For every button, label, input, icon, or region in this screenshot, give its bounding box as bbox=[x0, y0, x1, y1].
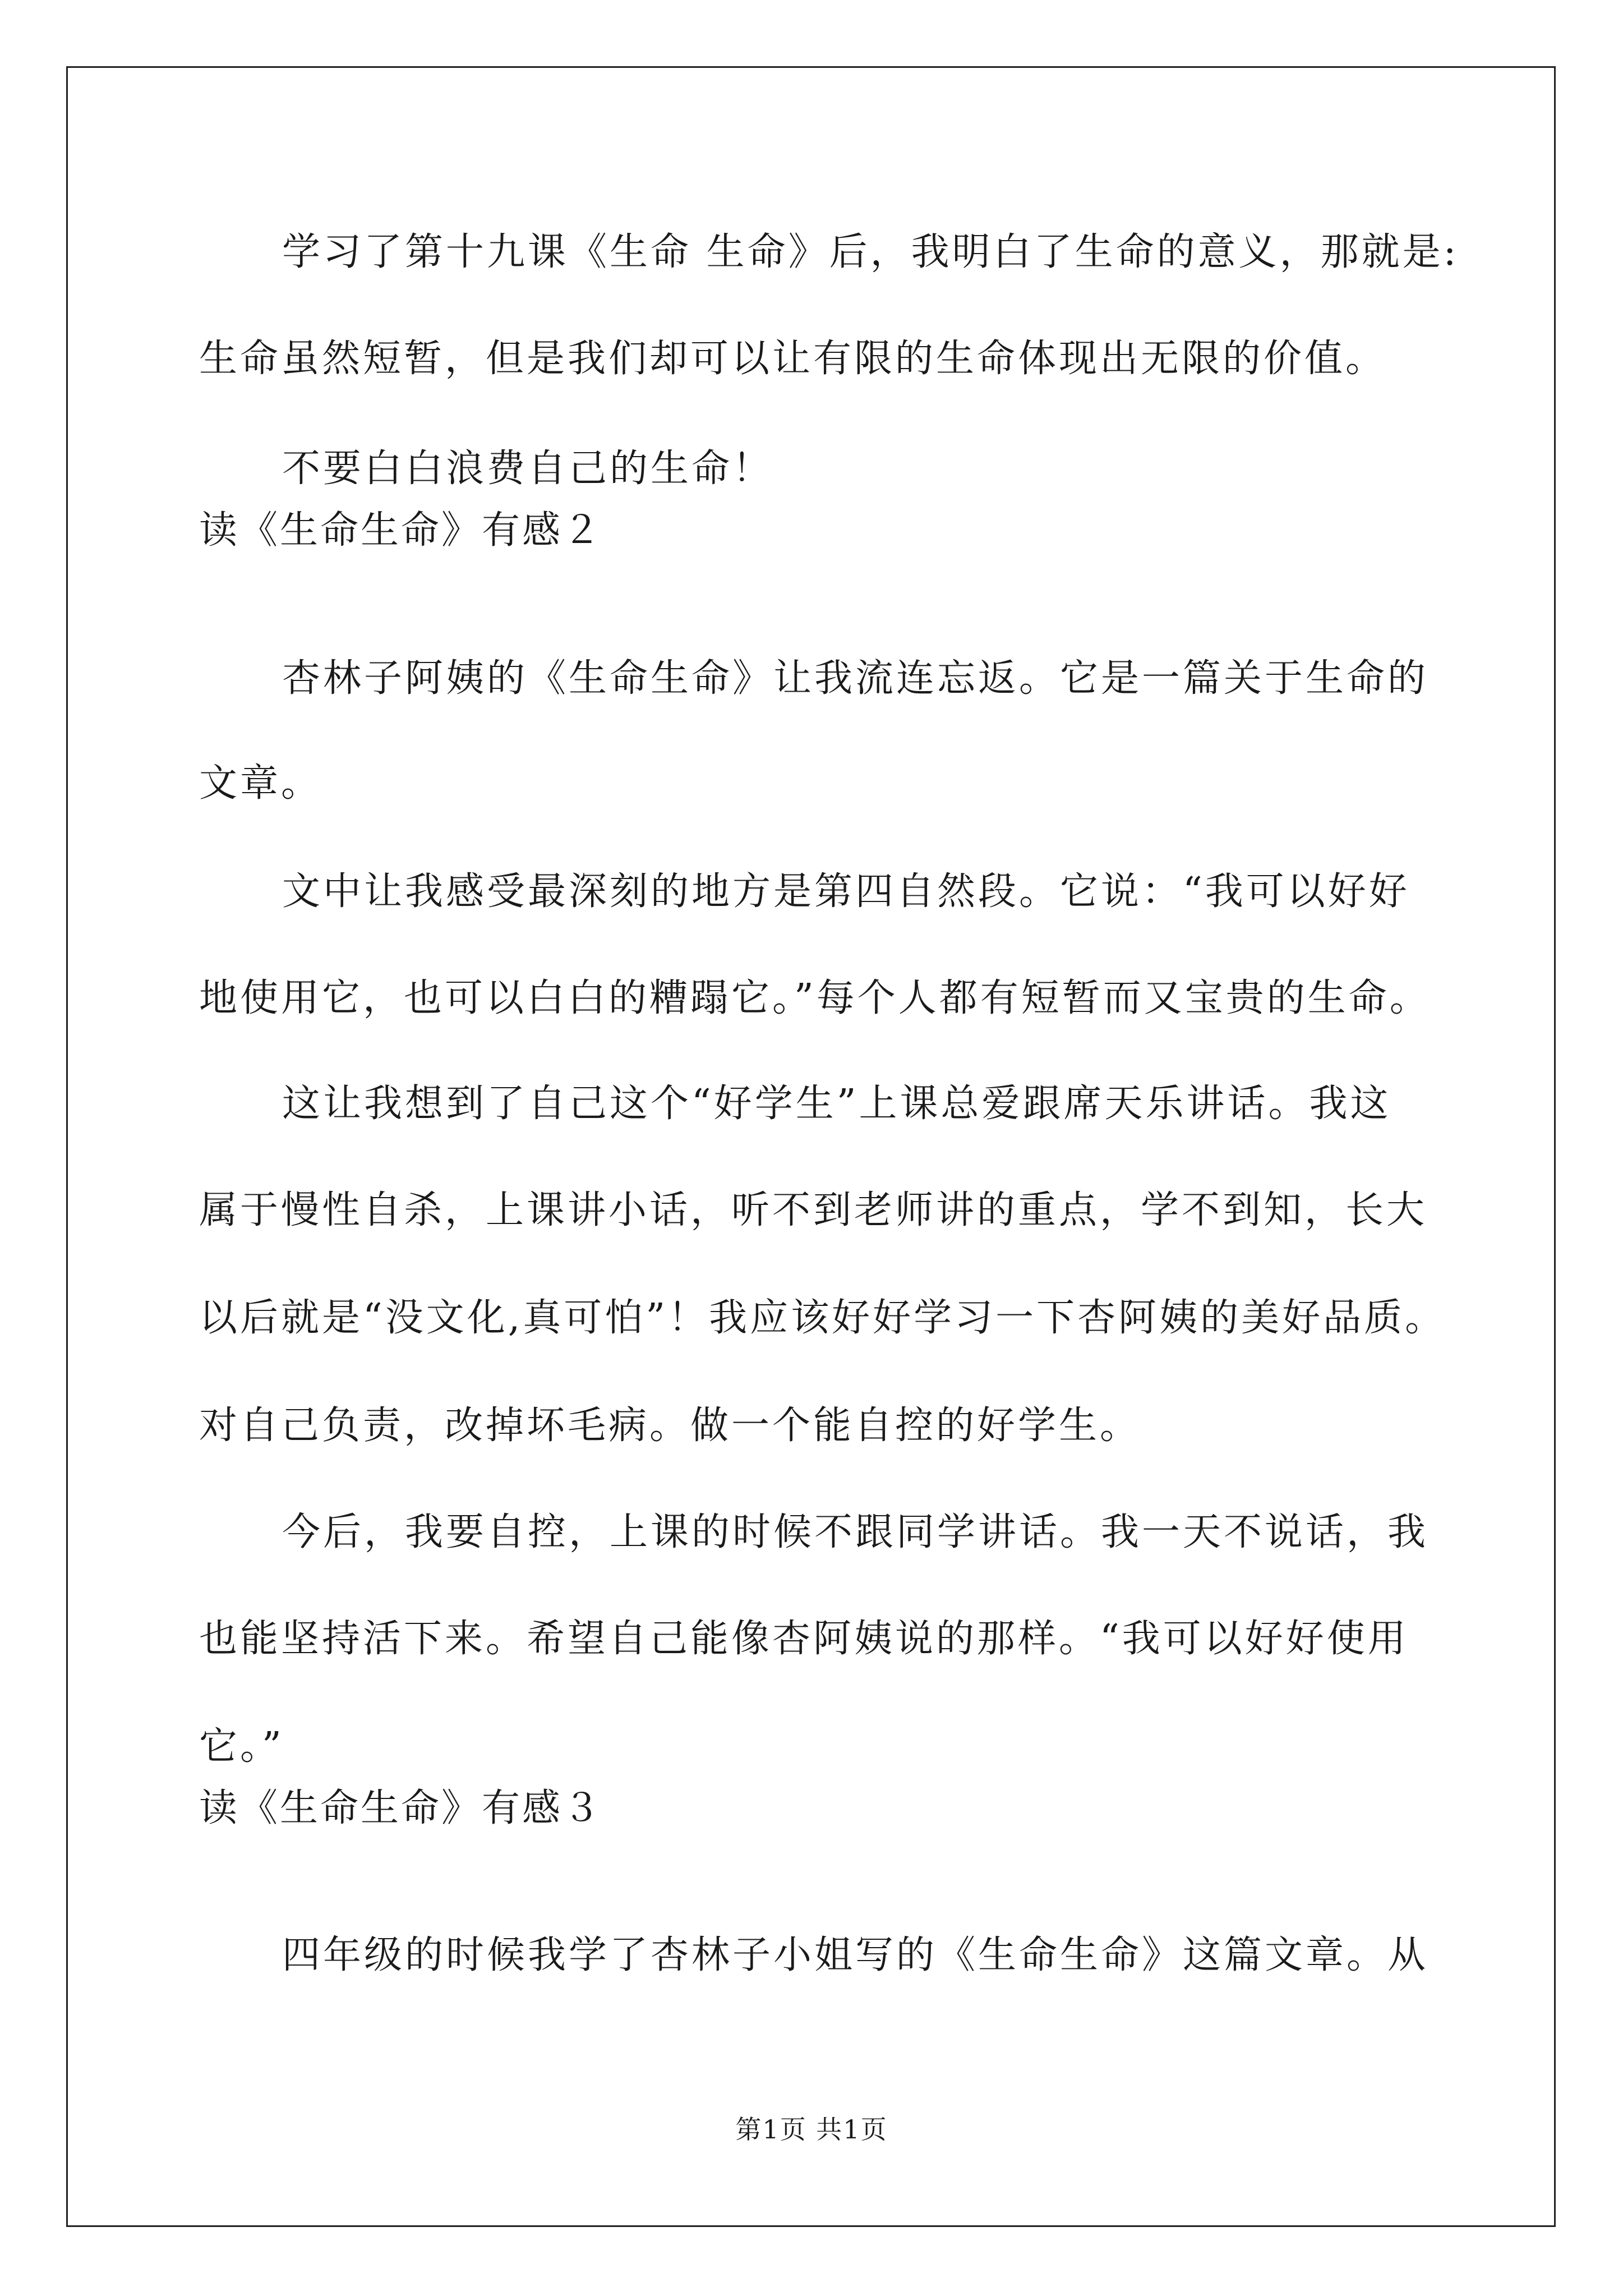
section-heading: 读《生命生命》有感２ bbox=[199, 508, 603, 553]
paragraph-line: 属于慢性自杀，上课讲小话，听不到老师讲的重点，学不到知，长大 bbox=[199, 1188, 1428, 1232]
paragraph-line: 生命虽然短暂，但是我们却可以让有限的生命体现出无限的价值。 bbox=[199, 337, 1387, 381]
paragraph-line: 以后就是“没文化,真可怕”！我应该好好学习一下杏阿姨的美好品质。 bbox=[199, 1296, 1446, 1340]
paragraph-line: 地使用它，也可以白白的糟蹋它。”每个人都有短暂而又宝贵的生命。 bbox=[199, 976, 1431, 1020]
paragraph-line: 杏林子阿姨的《生命生命》让我流连忘返。它是一篇关于生命的 bbox=[282, 656, 1429, 701]
page-border bbox=[66, 66, 1556, 2227]
paragraph-line: 也能坚持活下来。希望自己能像杏阿姨说的那样。“我可以好好使用 bbox=[199, 1617, 1409, 1661]
paragraph-line: 对自己负责，改掉坏毛病。做一个能自控的好学生。 bbox=[199, 1404, 1141, 1448]
section-heading: 读《生命生命》有感３ bbox=[199, 1786, 603, 1830]
paragraph-line: 文中让我感受最深刻的地方是第四自然段。它说：“我可以好好 bbox=[282, 869, 1410, 914]
paragraph-line: 不要白白浪费自己的生命！ bbox=[282, 447, 774, 491]
paragraph-line: 它。” bbox=[199, 1724, 284, 1769]
paragraph-line: 学习了第十九课《生命 生命》后，我明白了生命的意义，那就是: bbox=[282, 230, 1459, 274]
paragraph-line: 这让我想到了自己这个“好学生”上课总爱跟席天乐讲话。我这 bbox=[282, 1082, 1391, 1126]
page-footer: 第1页 共1页 bbox=[735, 2114, 888, 2145]
paragraph-line: 四年级的时候我学了杏林子小姐写的《生命生命》这篇文章。从 bbox=[282, 1933, 1429, 1977]
paragraph-line: 文章。 bbox=[199, 761, 322, 806]
paragraph-line: 今后，我要自控，上课的时候不跟同学讲话。我一天不说话，我 bbox=[282, 1510, 1429, 1554]
